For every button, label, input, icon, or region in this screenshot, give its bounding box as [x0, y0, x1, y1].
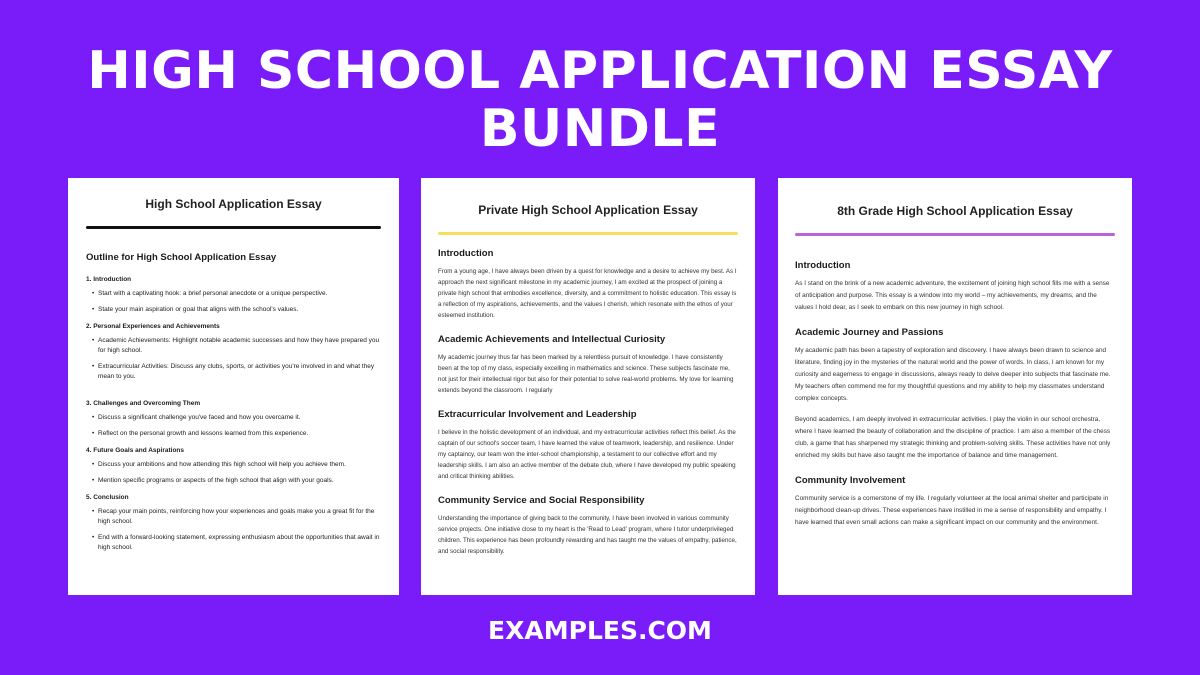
outline-section-heading: 3. Challenges and Overcoming Them: [86, 400, 201, 407]
bullet-icon: •: [92, 461, 95, 468]
outline-item: • Discuss your ambitions and how attending this high school will help you achieve them.: [92, 461, 346, 468]
card-title: High School Application Essay: [145, 197, 322, 211]
bullet-icon: •: [92, 534, 95, 541]
section-paragraph: I believe in the holistic development of an individual, and my extracurricular activities reflect this belief. As the captain of our school's soccer team, I have learned the value of teamwork, leadership, and resilience. Under my captaincy, our team won the inter-school championship, a testament to our collective effort and my leadership skills. I am also an active member of the debate club, where I have developed my public speaking and critical thinking abilities.: [438, 429, 736, 480]
section-paragraph: My academic path has been a tapestry of exploration and discovery. I have always been drawn to science and literature, finding joy in the mysteries of the natural world and the power of words. In class, I am known for my curiosity and eagerness to engage in discussions, always ready to delve deeper into subjects that fascinate me. My teachers often commend me for my thoughtful questions and my ability to help my classmates understand complex concepts.: [795, 347, 1111, 402]
title-divider: [795, 233, 1115, 236]
section-paragraph: Beyond academics, I am deeply involved in extracurricular activities. I play the violin in our school orchestra, where I have learned the beauty of collaboration and the discipline of practice. I am also a member of the chess club, a game that has sharpened my strategic thinking and problem-solving skills. These activities have not only enriched my skills but have also taught me the importance of balance and time management.: [795, 416, 1111, 459]
section-heading: Community Involvement: [795, 475, 906, 486]
section-heading: Academic Achievements and Intellectual Curiosity: [438, 334, 666, 345]
essay-card-8th-grade[interactable]: [778, 178, 1132, 595]
outline-item: • State your main aspiration or goal that aligns with the school's values.: [92, 306, 299, 313]
outline-heading: Outline for High School Application Essay: [86, 252, 277, 263]
outline-item: • End with a forward-looking statement, expressing enthusiasm about the opportunities that await in high school.: [92, 534, 380, 551]
section-paragraph: My academic journey thus far has been marked by a relentless pursuit of knowledge. I have consistently been at the top of my class, especially excelling in mathematics and science. These subjects fascinate me, not just for their intellectual rigor but also for their potential to solve real-world problems. My love for learning extends beyond the classroom. I regularly: [438, 354, 734, 394]
outline-list: [86, 276, 381, 553]
card-title: 8th Grade High School Application Essay: [837, 204, 1073, 218]
essay-card-outline[interactable]: [68, 178, 399, 595]
title-divider: [438, 232, 738, 235]
outline-item: • Extracurricular Activities: Discuss any clubs, sports, or activities you're involved in and what they mean to you.: [92, 363, 375, 380]
section-heading: Extracurricular Involvement and Leadership: [438, 409, 637, 420]
outline-item: • Reflect on the personal growth and lessons learned from this experience.: [92, 430, 309, 437]
card-title: Private High School Application Essay: [478, 203, 698, 217]
outline-item: • Recap your main points, reinforcing how your experiences and goals make you a great fit for the high school.: [92, 508, 375, 525]
section-paragraph: From a young age, I have always been driven by a quest for knowledge and a desire to achieve my best. As I approach the next significant milestone in my academic journey, I am excited at the prospect of joining a private high school that embodies excellence, diversity, and a commitment to holistic education. This essay is a reflection of my aspirations, achievements, and the values I cherish, which resonate with the ethos of your esteemed institution.: [438, 268, 737, 319]
bundle-title: HIGH SCHOOL APPLICATION ESSAY BUNDLE: [87, 41, 1113, 159]
bullet-icon: •: [92, 414, 95, 421]
outline-item: • Academic Achievements: Highlight notable academic successes and how they have prepared you for high school.: [92, 337, 380, 354]
bullet-icon: •: [92, 290, 95, 297]
section-heading: Introduction: [795, 260, 851, 271]
outline-section-heading: 1. Introduction: [86, 276, 132, 283]
outline-section-heading: 4. Future Goals and Aspirations: [86, 447, 184, 454]
bullet-icon: •: [92, 430, 95, 437]
outline-item: • Mention specific programs or aspects of the high school that align with your goals.: [92, 477, 334, 484]
section-paragraph: Community service is a cornerstone of my life. I regularly volunteer at the local animal shelter and participate in neighborhood clean-up drives. These experiences have instilled in me a sense of responsibility and empathy. I have learned that even small actions can make a significant impact on our community and the environment.: [795, 495, 1109, 526]
section-paragraph: Understanding the importance of giving back to the community, I have been involved in various community service projects. One initiative close to my heart is the 'Read to Lead' program, where I tutor underprivileged children. This experience has been profoundly rewarding and has taught me the values of empathy, patience, and social responsibility.: [438, 515, 737, 555]
bullet-icon: •: [92, 477, 95, 484]
section-heading: Academic Journey and Passions: [795, 327, 944, 338]
bullet-icon: •: [92, 306, 95, 313]
title-divider: [86, 226, 381, 229]
bullet-icon: •: [92, 337, 95, 344]
outline-item: • Discuss a significant challenge you've faced and how you overcame it.: [92, 414, 301, 421]
section-heading: Community Service and Social Responsibility: [438, 495, 645, 506]
brand-footer[interactable]: EXAMPLES.COM: [488, 616, 712, 645]
bullet-icon: •: [92, 363, 95, 370]
outline-item: • Start with a captivating hook: a brief personal anecdote or a unique perspective.: [92, 290, 328, 297]
section-heading: Introduction: [438, 248, 494, 259]
section-paragraph: As I stand on the brink of a new academic adventure, the excitement of joining high school fills me with a sense of anticipation and purpose. This essay is a window into my world – my achievements, my dreams, and the values I hold dear, as I seek to embark on this new journey in high school.: [795, 280, 1110, 311]
outline-section-heading: 5. Conclusion: [86, 494, 129, 501]
outline-section-heading: 2. Personal Experiences and Achievements: [86, 323, 220, 330]
bullet-icon: •: [92, 508, 95, 515]
essay-card-private[interactable]: [421, 178, 755, 595]
